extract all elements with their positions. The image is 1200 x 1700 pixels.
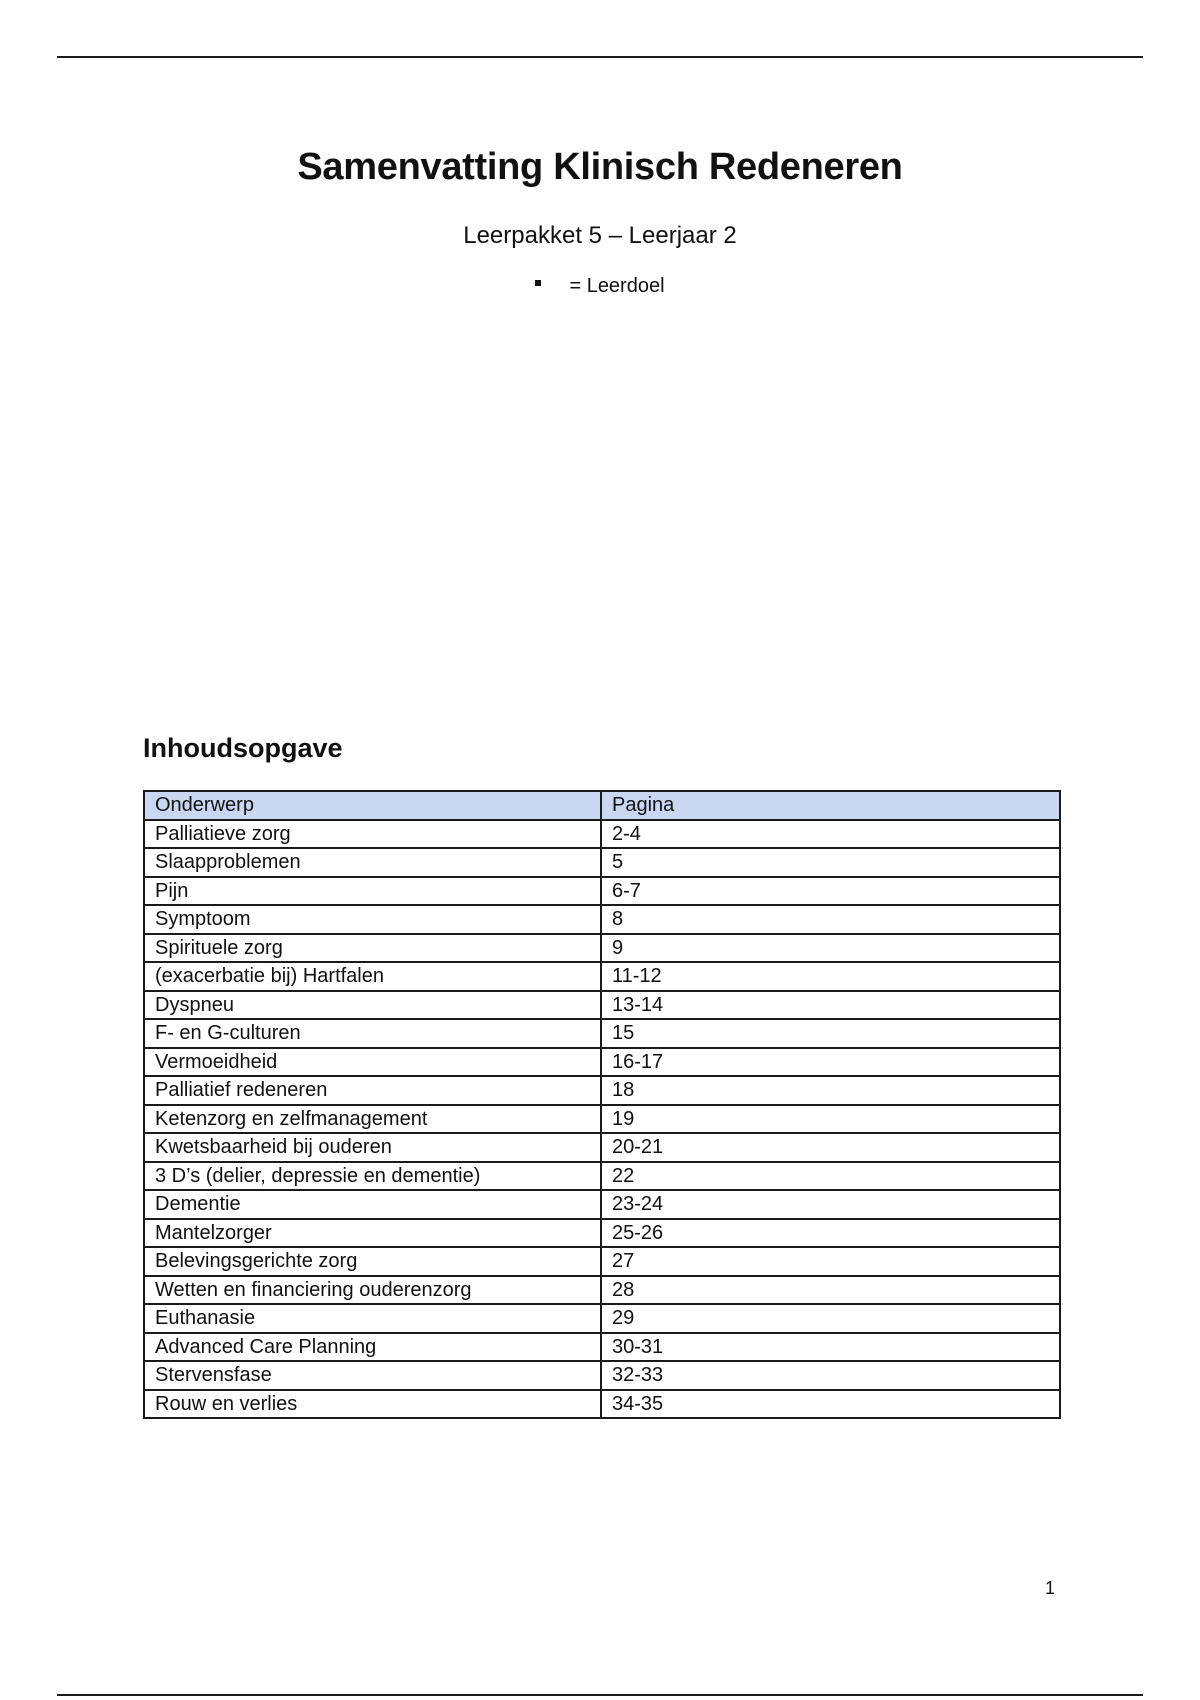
toc-topic-cell: Palliatieve zorg: [144, 820, 601, 849]
table-row: [144, 1219, 1060, 1248]
toc-topic-cell: Mantelzorger: [144, 1219, 601, 1248]
toc-topic-cell: 3 D’s (delier, depressie en dementie): [144, 1162, 601, 1191]
toc-header-page: Pagina: [601, 791, 1060, 820]
toc-page-cell: 30-31: [601, 1333, 1060, 1362]
header-rule: [57, 56, 1143, 58]
toc-topic-cell: Euthanasie: [144, 1304, 601, 1333]
toc-page-cell: 5: [601, 848, 1060, 877]
toc-topic-cell: Slaapproblemen: [144, 848, 601, 877]
table-row: [144, 1390, 1060, 1419]
toc-topic-cell: Pijn: [144, 877, 601, 906]
legend-text: = Leerdoel: [569, 275, 665, 297]
toc-header-topic: Onderwerp: [144, 791, 601, 820]
toc-page-cell: 27: [601, 1247, 1060, 1276]
toc-page-cell: 13-14: [601, 991, 1060, 1020]
toc-table: [143, 790, 1061, 1419]
table-row: [144, 1304, 1060, 1333]
table-row: [144, 1247, 1060, 1276]
toc-body: [144, 820, 1060, 1419]
table-row: [144, 1276, 1060, 1305]
toc-topic-cell: Ketenzorg en zelfmanagement: [144, 1105, 601, 1134]
table-row: [144, 991, 1060, 1020]
table-row: [144, 848, 1060, 877]
document-subtitle: Leerpakket 5 – Leerjaar 2: [463, 222, 737, 249]
toc-page-cell: 2-4: [601, 820, 1060, 849]
square-bullet-icon: [535, 280, 541, 286]
toc-page-cell: 23-24: [601, 1190, 1060, 1219]
toc-topic-cell: Vermoeidheid: [144, 1048, 601, 1077]
toc-page-cell: 18: [601, 1076, 1060, 1105]
toc-heading: Inhoudsopgave: [143, 733, 343, 763]
table-row: [144, 1105, 1060, 1134]
toc-page-cell: 28: [601, 1276, 1060, 1305]
toc-page-cell: 9: [601, 934, 1060, 963]
toc-page-cell: 8: [601, 905, 1060, 934]
toc-topic-cell: Kwetsbaarheid bij ouderen: [144, 1133, 601, 1162]
toc-topic-cell: Rouw en verlies: [144, 1390, 601, 1419]
table-row: [144, 877, 1060, 906]
toc-topic-cell: Wetten en financiering ouderenzorg: [144, 1276, 601, 1305]
toc-topic-cell: Palliatief redeneren: [144, 1076, 601, 1105]
table-row: [144, 1333, 1060, 1362]
toc-page-cell: 29: [601, 1304, 1060, 1333]
legend: [0, 275, 1200, 298]
toc-page-cell: 6-7: [601, 877, 1060, 906]
toc-page-cell: 34-35: [601, 1390, 1060, 1419]
table-row: [144, 1048, 1060, 1077]
toc-topic-cell: Stervensfase: [144, 1361, 601, 1390]
table-row: [144, 820, 1060, 849]
toc-page-cell: 16-17: [601, 1048, 1060, 1077]
toc-topic-cell: Dyspneu: [144, 991, 601, 1020]
toc-topic-cell: Dementie: [144, 1190, 601, 1219]
table-row: [144, 1162, 1060, 1191]
toc-page-cell: 15: [601, 1019, 1060, 1048]
toc-topic-cell: (exacerbatie bij) Hartfalen: [144, 962, 601, 991]
table-row: [144, 1076, 1060, 1105]
table-row: [144, 962, 1060, 991]
toc-topic-cell: Belevingsgerichte zorg: [144, 1247, 601, 1276]
toc-page-cell: 25-26: [601, 1219, 1060, 1248]
table-row: [144, 1019, 1060, 1048]
toc-header-row: [144, 791, 1060, 820]
document-title: Samenvatting Klinisch Redeneren: [297, 146, 903, 188]
toc-page-cell: 20-21: [601, 1133, 1060, 1162]
table-row: [144, 1133, 1060, 1162]
toc-topic-cell: Spirituele zorg: [144, 934, 601, 963]
table-row: [144, 1361, 1060, 1390]
toc-page-cell: 19: [601, 1105, 1060, 1134]
toc-topic-cell: Advanced Care Planning: [144, 1333, 601, 1362]
toc-page-cell: 22: [601, 1162, 1060, 1191]
table-row: [144, 934, 1060, 963]
toc-page-cell: 32-33: [601, 1361, 1060, 1390]
page-number: 1: [1045, 1578, 1056, 1598]
footer-rule: [57, 1694, 1143, 1696]
table-row: [144, 1190, 1060, 1219]
toc-topic-cell: F- en G-culturen: [144, 1019, 601, 1048]
table-row: [144, 905, 1060, 934]
toc-page-cell: 11-12: [601, 962, 1060, 991]
toc-topic-cell: Symptoom: [144, 905, 601, 934]
